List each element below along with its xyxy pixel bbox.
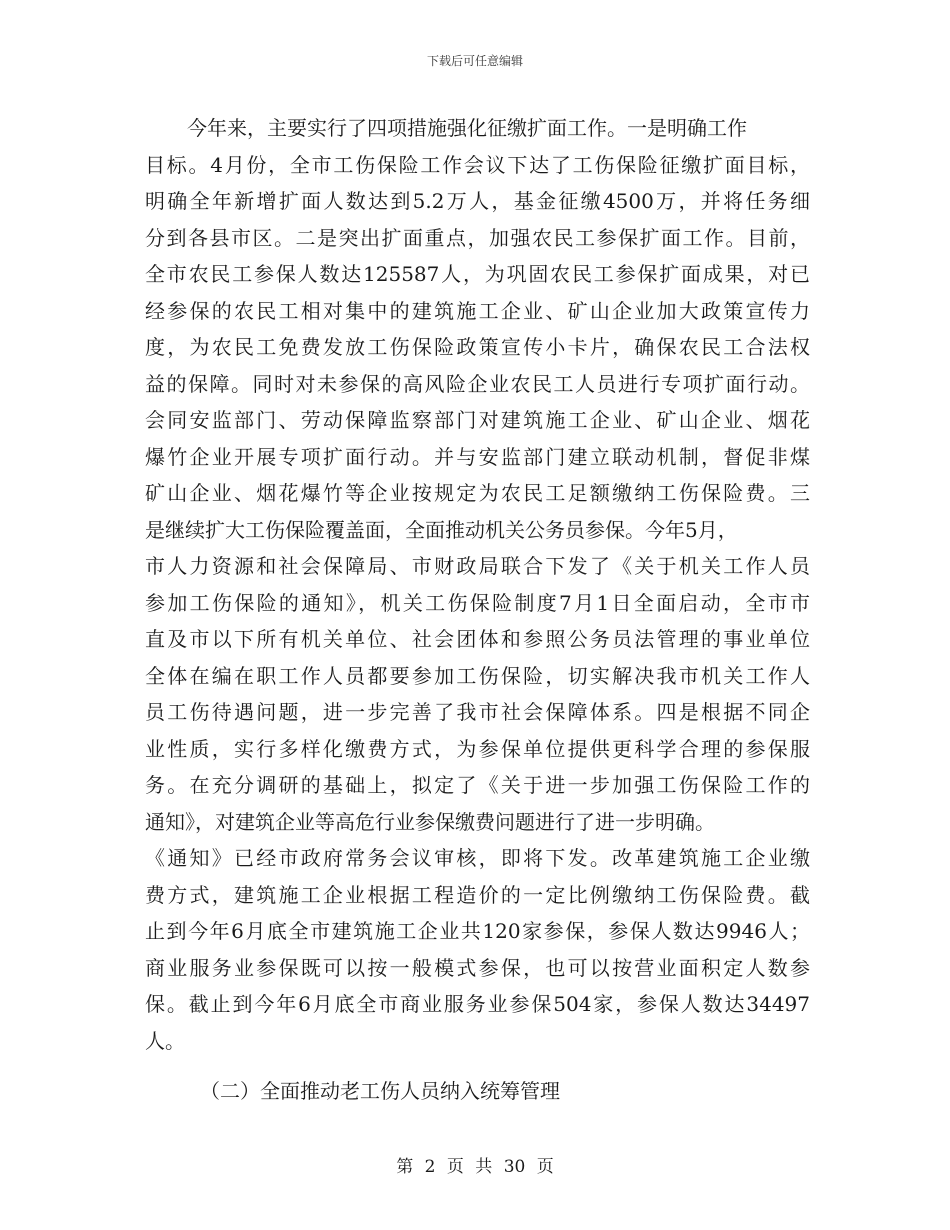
paragraph-line: 矿山企业、烟花爆竹等企业按规定为农民工足额缴纳工伤保险费。三 xyxy=(145,481,810,505)
page-header: 下载后可任意编辑 xyxy=(426,54,523,68)
paragraph-line: 度，为农民工免费发放工伤保险政策宣传小卡片，确保农民工合法权 xyxy=(145,335,810,359)
paragraph-line: 会同安监部门、劳动保障监察部门对建筑施工企业、矿山企业、烟花 xyxy=(145,408,810,432)
paragraph-line: 目标。4月份，全市工伤保险工作会议下达了工伤保险征缴扩面目标， xyxy=(145,152,810,177)
paragraph-line: 参加工伤保险的通知》，机关工伤保险制度7月1日全面启动，全市市 xyxy=(145,590,810,615)
paragraph-line: 通知》，对建筑企业等高危行业参保缴费问题进行了进一步明确。 xyxy=(145,809,715,834)
body-paragraph xyxy=(145,110,810,1059)
paragraph-line: 务。在充分调研的基础上，拟定了《关于进一步加强工伤保险工作的 xyxy=(145,773,810,797)
paragraph-line: 益的保障。同时对未参保的高风险企业农民工人员进行专项扩面行动。 xyxy=(145,371,810,396)
paragraph-line: 市人力资源和社会保障局、市财政局联合下发了《关于机关工作人员 xyxy=(145,554,810,578)
paragraph-line: 保。截止到今年6月底全市商业服务业参保504家，参保人数达34497 xyxy=(145,992,810,1016)
paragraph-line: 《通知》已经市政府常务会议审核，即将下发。改革建筑施工企业缴 xyxy=(145,846,810,870)
paragraph-line: 商业服务业参保既可以按一般模式参保，也可以按营业面积定人数参 xyxy=(145,955,810,980)
page-number-footer: 第 2 页 共 30 页 xyxy=(396,1157,554,1177)
paragraph-line: 全市农民工参保人数达125587人，为巩固农民工参保扩面成果，对已 xyxy=(145,262,810,286)
paragraph-line: 经参保的农民工相对集中的建筑施工企业、矿山企业加大政策宣传力 xyxy=(145,298,810,323)
paragraph-line: 分到各县市区。二是突出扩面重点，加强农民工参保扩面工作。目前， xyxy=(145,225,810,250)
paragraph-line: 明确全年新增扩面人数达到5.2万人，基金征缴4500万，并将任务细 xyxy=(145,189,810,213)
paragraph-line: 全体在编在职工作人员都要参加工伤保险，切实解决我市机关工作人 xyxy=(145,663,810,688)
paragraph-line: 费方式，建筑施工企业根据工程造价的一定比例缴纳工伤保险费。截 xyxy=(145,882,810,907)
paragraph-line: 人。 xyxy=(145,1028,185,1053)
paragraph-line: 直及市以下所有机关单位、社会团体和参照公务员法管理的事业单位 xyxy=(145,627,810,651)
section-subheading: （二）全面推动老工伤人员纳入统筹管理 xyxy=(200,1079,560,1103)
paragraph-line: 业性质，实行多样化缴费方式，为参保单位提供更科学合理的参保服 xyxy=(145,736,810,761)
paragraph-line: 爆竹企业开展专项扩面行动。并与安监部门建立联动机制，督促非煤 xyxy=(145,444,810,469)
paragraph-line: 员工伤待遇问题，进一步完善了我市社会保障体系。四是根据不同企 xyxy=(145,700,810,724)
paragraph-line: 今年来，主要实行了四项措施强化征缴扩面工作。一是明确工作 xyxy=(187,116,747,140)
paragraph-line: 止到今年6月底全市建筑施工企业共120家参保，参保人数达9946人； xyxy=(145,919,810,943)
paragraph-line: 是继续扩大工伤保险覆盖面，全面推动机关公务员参保。今年5月， xyxy=(145,517,738,542)
